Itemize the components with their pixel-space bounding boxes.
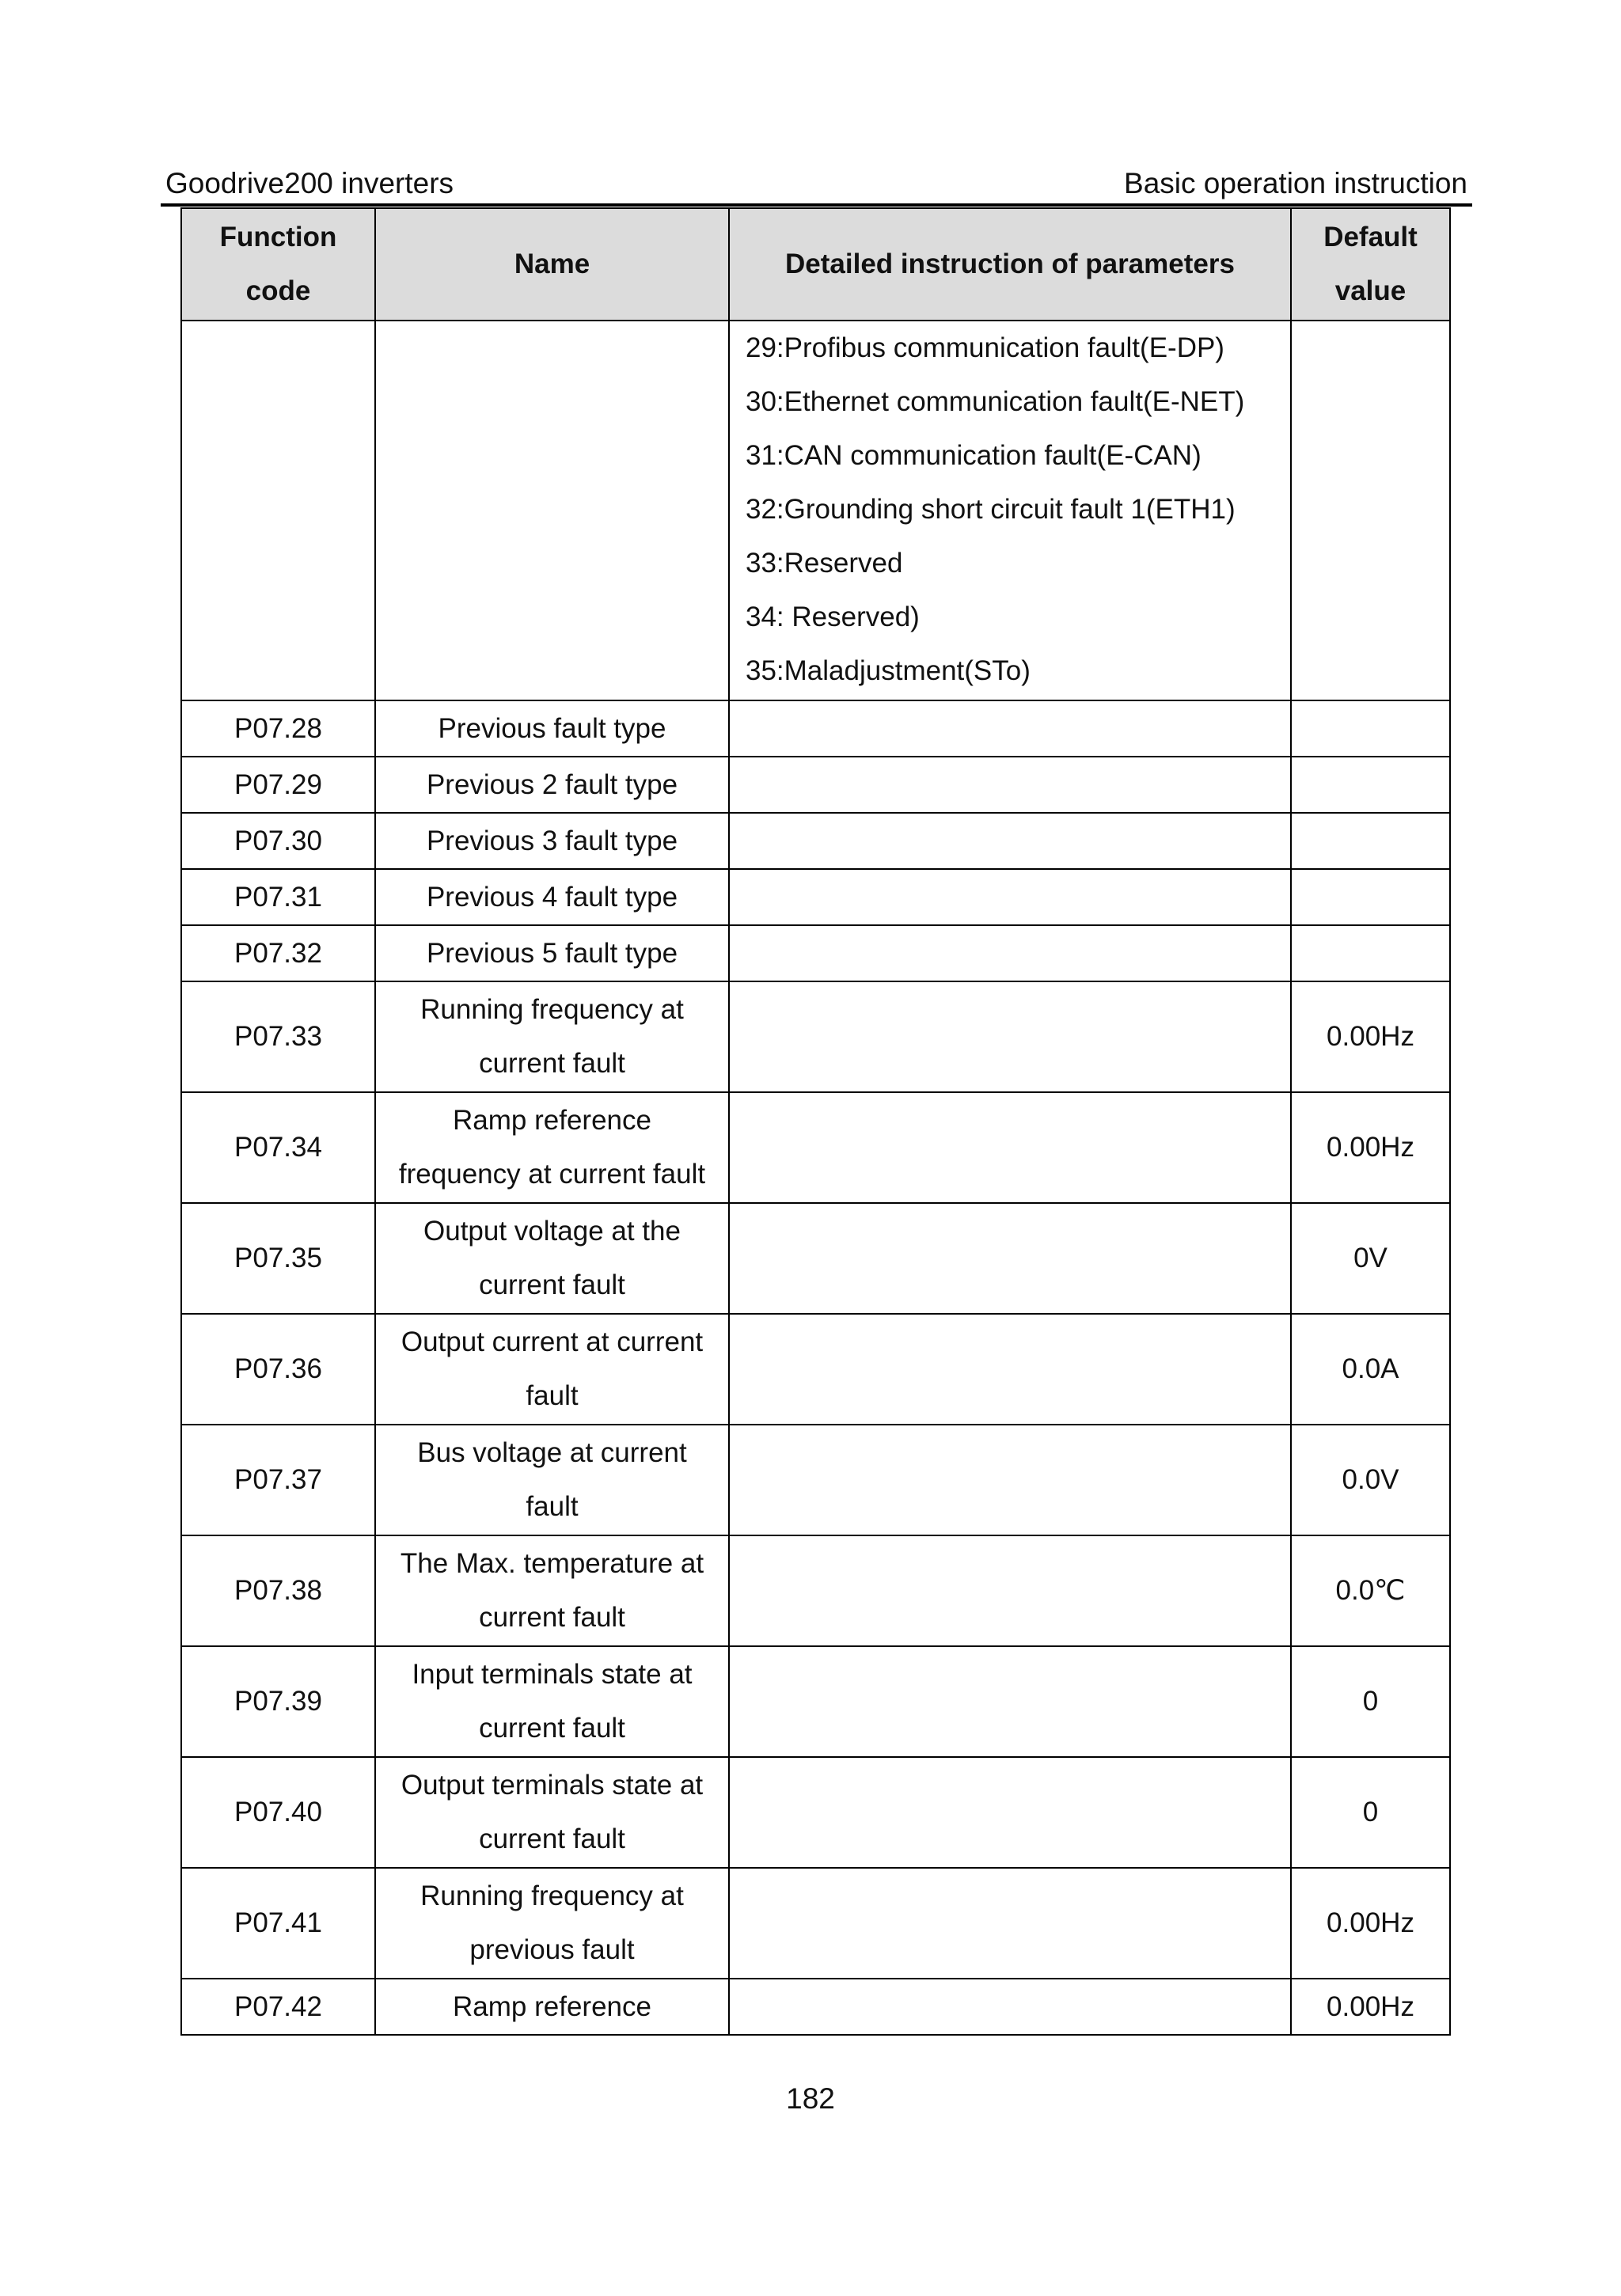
cell-default: 0.00Hz [1291, 1868, 1450, 1979]
cell-detail [729, 700, 1291, 757]
cell-detail [729, 1203, 1291, 1314]
parameter-table [180, 207, 1451, 2036]
cell-code: P07.41 [181, 1868, 375, 1979]
cell-default: 0 [1291, 1646, 1450, 1757]
table-row [181, 1203, 1450, 1314]
name-line: Output voltage at the [423, 1216, 681, 1247]
cell-code: P07.30 [181, 813, 375, 869]
table-row [181, 1535, 1450, 1646]
column-header-function-code [181, 208, 375, 321]
name-line: Previous fault type [438, 712, 666, 744]
cell-default: 0.00Hz [1291, 981, 1450, 1092]
cell-detail [729, 757, 1291, 813]
table-row [181, 1646, 1450, 1757]
header-rule [161, 203, 1472, 207]
name-line: current fault [479, 1048, 625, 1079]
name-line: The Max. temperature at [400, 1548, 704, 1579]
column-header-line: Name [514, 249, 590, 279]
cell-name [375, 981, 729, 1092]
table-row [181, 869, 1450, 925]
cell-name [375, 1979, 729, 2035]
cell-detail [729, 1314, 1291, 1425]
name-line: Running frequency at [420, 1880, 684, 1911]
detail-line: 30:Ethernet communication fault(E-NET) [746, 386, 1245, 417]
cell-default: 0.0℃ [1291, 1535, 1450, 1646]
table-row [181, 981, 1450, 1092]
table-row [181, 1979, 1450, 2035]
cell-default: 0.00Hz [1291, 1092, 1450, 1203]
page-header [161, 167, 1467, 206]
column-header-detail [729, 208, 1291, 321]
cell-default [1291, 700, 1450, 757]
cell-detail [729, 1868, 1291, 1979]
cell-code: P07.40 [181, 1757, 375, 1868]
cell-detail [729, 1425, 1291, 1535]
cell-name [375, 1203, 729, 1314]
cell-name [375, 700, 729, 757]
column-header-line: Default [1323, 222, 1418, 252]
table-row [181, 1425, 1450, 1535]
column-header-line: value [1334, 275, 1407, 306]
name-line: Running frequency at [420, 994, 684, 1025]
cell-default [1291, 813, 1450, 869]
cell-default: 0.0A [1291, 1314, 1450, 1425]
cell-name [375, 757, 729, 813]
cell-detail [729, 813, 1291, 869]
name-line: Output current at current [401, 1326, 704, 1357]
cell-name [375, 1646, 729, 1757]
name-line: current fault [479, 1713, 625, 1744]
table-row [181, 1314, 1450, 1425]
name-line: Input terminals state at [412, 1659, 693, 1690]
cell-name [375, 925, 729, 981]
name-line: Ramp reference [453, 1105, 651, 1136]
name-line: Output terminals state at [401, 1770, 704, 1801]
cell-name [375, 1425, 729, 1535]
table-row [181, 1092, 1450, 1203]
table-row [181, 757, 1450, 813]
cell-name [375, 869, 729, 925]
table-row [181, 813, 1450, 869]
cell-code: P07.31 [181, 869, 375, 925]
cell-code: P07.36 [181, 1314, 375, 1425]
name-line: Bus voltage at current [417, 1437, 687, 1468]
cell-code: P07.33 [181, 981, 375, 1092]
detail-line: 32:Grounding short circuit fault 1(ETH1) [746, 494, 1236, 525]
header-section-title: Basic operation instruction [1124, 167, 1467, 199]
column-header-line: Function [219, 222, 337, 252]
cell-code: P07.35 [181, 1203, 375, 1314]
name-line: frequency at current fault [398, 1159, 706, 1190]
cell-default [1291, 757, 1450, 813]
column-header-name [375, 208, 729, 321]
name-line: Previous 3 fault type [426, 825, 678, 856]
cell-detail [729, 1979, 1291, 2035]
cell-code: P07.38 [181, 1535, 375, 1646]
cell-default [1291, 925, 1450, 981]
header-product-title: Goodrive200 inverters [165, 167, 454, 199]
cell-code: P07.39 [181, 1646, 375, 1757]
table-header-row [181, 208, 1450, 321]
detail-line: 33:Reserved [746, 548, 903, 579]
name-line: Previous 5 fault type [426, 937, 678, 969]
name-line: fault [526, 1491, 579, 1522]
page-number: 182 [786, 2082, 835, 2115]
cell-default [1291, 869, 1450, 925]
cell-detail [729, 1757, 1291, 1868]
detail-line: 31:CAN communication fault(E-CAN) [746, 440, 1202, 471]
detail-line: 35:Maladjustment(STo) [746, 655, 1031, 686]
table-row-continuation [181, 321, 1450, 700]
cell-code: P07.37 [181, 1425, 375, 1535]
cell-name [375, 1757, 729, 1868]
name-line: fault [526, 1380, 579, 1411]
cell-name [375, 1535, 729, 1646]
table-body [181, 321, 1450, 2035]
cell-detail [729, 1535, 1291, 1646]
name-line: previous fault [469, 1934, 635, 1965]
cell-default [1291, 321, 1450, 700]
cell-code: P07.29 [181, 757, 375, 813]
column-header-line: Detailed instruction of parameters [785, 249, 1235, 279]
cell-default: 0 [1291, 1757, 1450, 1868]
cell-name [375, 1314, 729, 1425]
cell-code [181, 321, 375, 700]
table-row [181, 1868, 1450, 1979]
column-header-line: code [245, 275, 311, 306]
cell-name [375, 1092, 729, 1203]
cell-default: 0.0V [1291, 1425, 1450, 1535]
name-line: Ramp reference [453, 1990, 651, 2022]
cell-default: 0V [1291, 1203, 1450, 1314]
table-row [181, 1757, 1450, 1868]
table-row [181, 925, 1450, 981]
cell-default: 0.00Hz [1291, 1979, 1450, 2035]
cell-code: P07.42 [181, 1979, 375, 2035]
cell-detail [729, 321, 1291, 700]
name-line: current fault [479, 1824, 625, 1854]
cell-detail [729, 925, 1291, 981]
cell-code: P07.34 [181, 1092, 375, 1203]
table-row [181, 700, 1450, 757]
cell-name [375, 1868, 729, 1979]
cell-detail [729, 869, 1291, 925]
detail-line: 29:Profibus communication fault(E-DP) [746, 332, 1224, 363]
name-line: current fault [479, 1269, 625, 1300]
cell-detail [729, 981, 1291, 1092]
detail-line: 34: Reserved) [746, 602, 920, 632]
column-header-default-value [1291, 208, 1450, 321]
name-line: Previous 4 fault type [426, 881, 678, 913]
name-line: Previous 2 fault type [426, 768, 678, 800]
cell-code: P07.32 [181, 925, 375, 981]
cell-name [375, 813, 729, 869]
cell-detail [729, 1646, 1291, 1757]
cell-name [375, 321, 729, 700]
name-line: current fault [479, 1602, 625, 1633]
cell-detail [729, 1092, 1291, 1203]
cell-code: P07.28 [181, 700, 375, 757]
